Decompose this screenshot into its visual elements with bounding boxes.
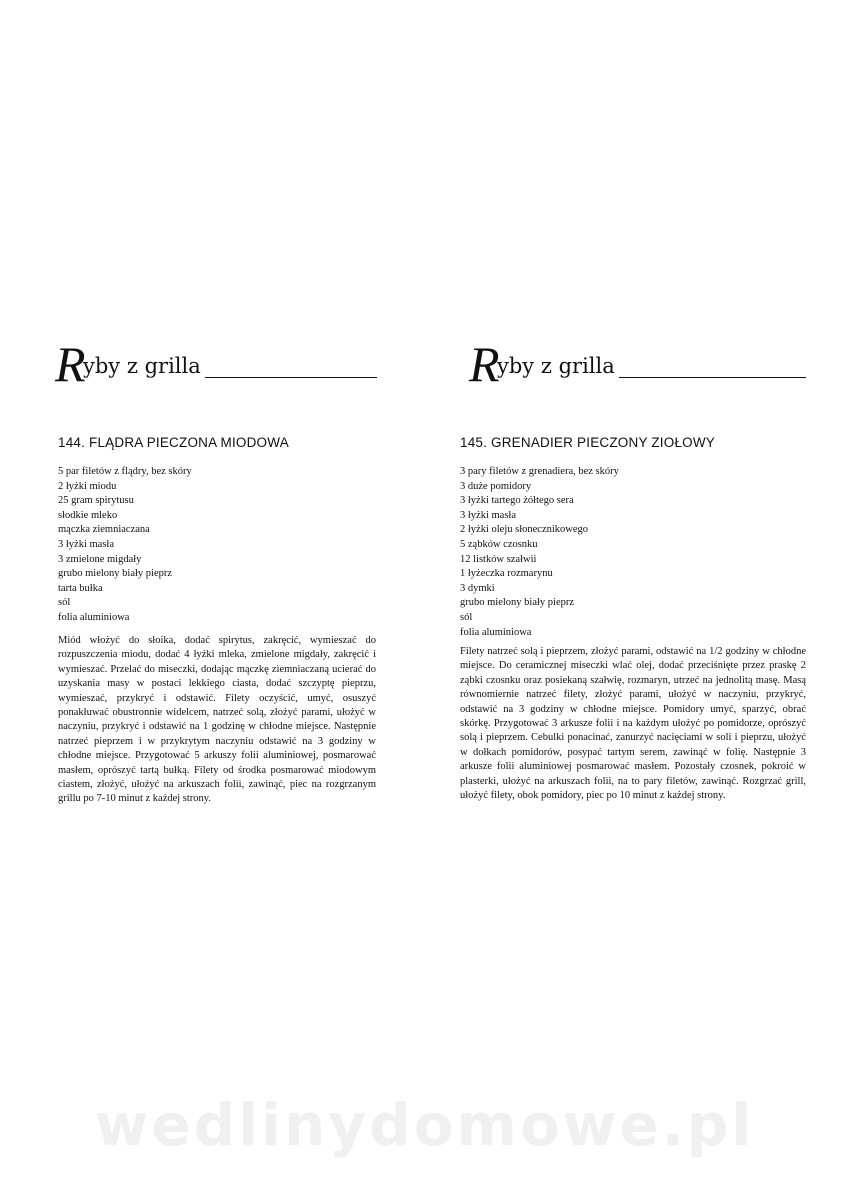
site-watermark: wedlinydomowe.pl	[94, 1091, 755, 1159]
ingredient-item: sól	[58, 597, 71, 609]
chapter-header	[55, 336, 377, 392]
ingredient-item: 3 łyżki masła	[58, 538, 114, 550]
left-page	[0, 0, 424, 1200]
ingredient-item: mączka ziemniaczana	[58, 524, 150, 536]
ingredient-item: 1 łyżeczka rozmarynu	[460, 568, 553, 580]
ingredient-list	[460, 465, 619, 640]
header-text: yby z grilla	[497, 354, 615, 378]
method-text: Filety natrzeć solą i pieprzem, złożyć parami, odstawić na 1/2 godziny w chłodne miejsce. Do ceramicznej miseczki wlać olej, dodać przeciśnięte przez praskę 2 ząbki czosnku oraz posiekaną szałwię, rozmaryn, utrzeć na jednolitą masę. Masą równomiernie natrzeć filety, złożyć parami, ułożyć w naczyniu, przykryć, odstawić na 3 godziny w chłodne miejsce. Pomidory umyć, sparzyć, obrać skórkę. Przygotować 3 arkusze folii i na każdym ułożyć po pomidorze, oprószyć solą i pieprzem. Cebulki ponacinać, zanurzyć nacięciami w soli i pieprzu, ułożyć w dołkach pomidorów, posypać tartym serem, zawinąć w folię. Następnie 3 arkusze folii aluminiowej posmarować masłem. Pozostały czosnek, pokroić w plasterki, ułożyć na arkuszach folii, na to pary filetów, zawinąć. Rozgrzać grill, ułożyć filety, obok pomidory, piec po 10 minut z każdej strony.	[460, 646, 806, 802]
chapter-header	[469, 336, 806, 392]
recipe-title: 145. GRENADIER PIECZONY ZIOŁOWY	[460, 435, 716, 450]
ingredient-item: 3 łyżki masła	[460, 509, 516, 521]
method-text: Miód włożyć do słoika, dodać spirytus, zakręcić, wymieszać do rozpuszczenia miodu, dodać 4 łyżki mleka, zmielone migdały, zakręcić i wymieszać. Przelać do miseczki, dodając mączkę ziemniaczaną ucierać do uzyskania masy w postaci lekkiego ciasta, dodać szczyptę pieprzu, wymieszać, przykryć i odstawić. Filety oczyścić, umyć, osuszyć ponakłuwać obustronnie widelcem, natrzeć solą, złożyć parami, ułożyć w naczyniu, przykryć i odstawić na 1 godzinę w chłodne miejsce. Następnie natrzeć pieprzem i w przykrytym naczyniu odstawić na 3 godziny w chłodne miejsce. Przygotować 5 arkuszy folii aluminiowej, posmarować masłem, oprószyć tartą bułką. Filety od środka posmarować miodowym ciastem, złożyć, ułożyć na arkuszach folii, zawinąć, piec na rozgrzanym grillu po 7-10 minut z każdej strony.	[58, 635, 376, 805]
ingredient-item: 2 łyżki miodu	[58, 480, 117, 492]
ingredient-item: tarta bułka	[58, 582, 103, 594]
header-initial: R	[469, 336, 500, 392]
right-page	[424, 0, 848, 1200]
ingredient-item: 2 łyżki oleju słonecznikowego	[460, 524, 589, 536]
ingredient-item: 3 łyżki tartego żółtego sera	[460, 495, 574, 507]
ingredient-item: 5 ząbków czosnku	[460, 538, 538, 550]
header-text: yby z grilla	[83, 354, 201, 378]
recipe-title: 144. FLĄDRA PIECZONA MIODOWA	[58, 435, 289, 450]
header-rule	[619, 377, 806, 378]
ingredient-item: grubo mielony biały pieprz	[460, 597, 575, 609]
ingredient-item: sól	[460, 611, 473, 623]
ingredient-item: słodkie mleko	[58, 509, 118, 521]
ingredient-item: folia aluminiowa	[460, 626, 532, 638]
ingredient-item: grubo mielony biały pieprz	[58, 568, 173, 580]
ingredient-list	[58, 465, 192, 626]
ingredient-item: 3 duże pomidory	[460, 480, 532, 492]
ingredient-item: 3 pary filetów z grenadiera, bez skóry	[460, 466, 619, 477]
header-initial: R	[55, 336, 86, 392]
ingredient-item: 25 gram spirytusu	[58, 495, 134, 507]
ingredient-item: folia aluminiowa	[58, 611, 130, 623]
ingredient-item: 12 listków szałwii	[460, 553, 537, 565]
ingredient-item: 3 dymki	[460, 582, 495, 594]
header-rule	[205, 377, 377, 378]
ingredient-item: 3 zmielone migdały	[58, 553, 142, 565]
ingredient-item: 5 par filetów z flądry, bez skóry	[58, 466, 192, 477]
